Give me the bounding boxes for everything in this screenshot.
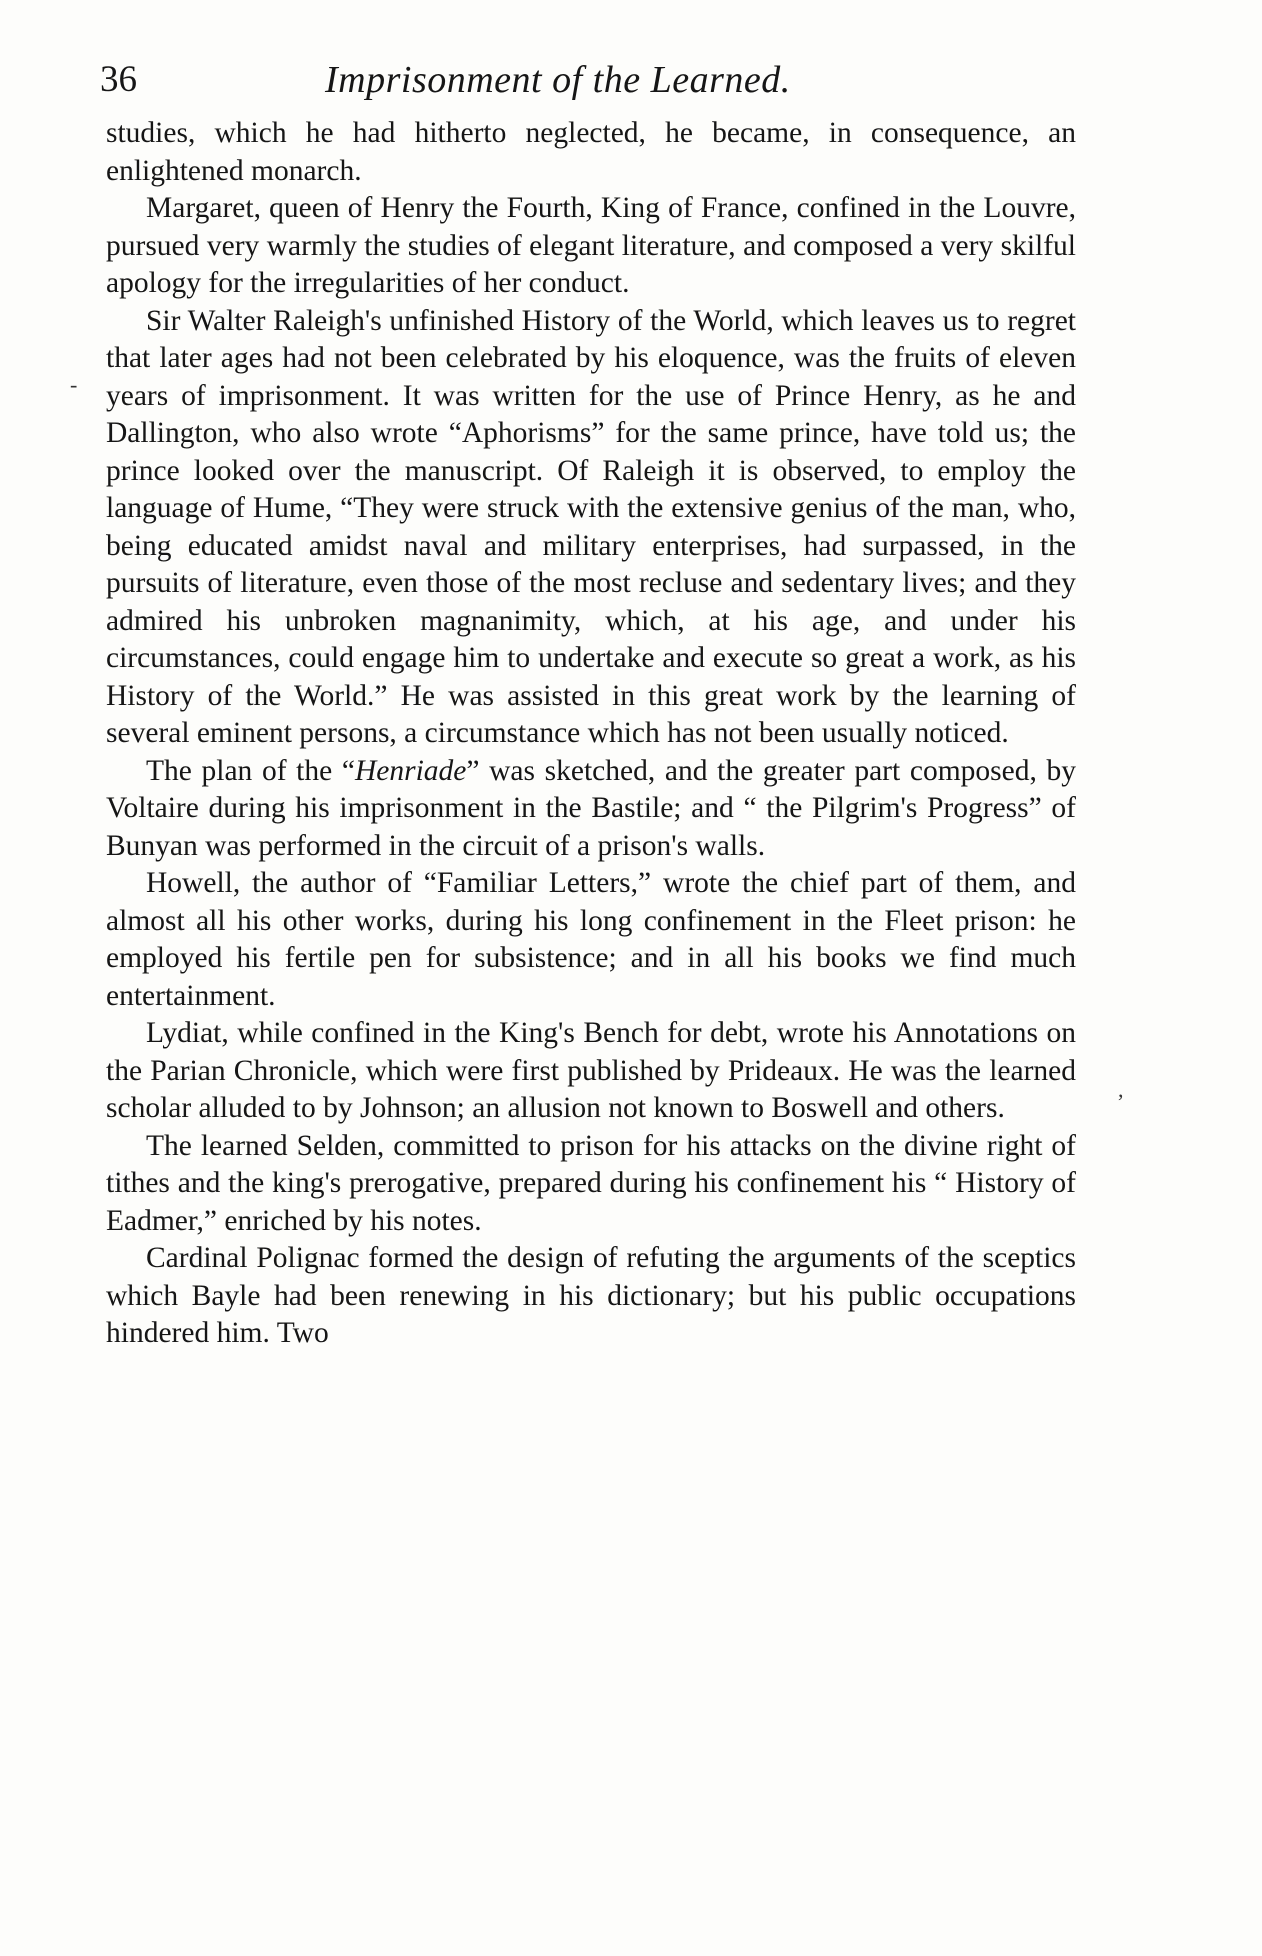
paragraph-4-lead: The plan of the “ xyxy=(146,754,355,787)
paragraph-8: Cardinal Polignac formed the design of refuting the arguments of the sceptics which Bayle had been renewing in his dictionary; but his public occupations hindered him. Two xyxy=(106,1242,1076,1349)
running-head xyxy=(100,58,1080,108)
margin-tick-mark: , xyxy=(1118,1077,1124,1102)
paragraph-6: Lydiat, while confined in the King's Bench for debt, wrote his Annotations on the Parian Chronicle, which were first published by Prideaux. He was the learned scholar alluded to by Johnson; an allusion not known to Boswell and others. xyxy=(106,1017,1076,1124)
running-title: Imprisonment of the Learned. xyxy=(325,59,791,101)
paragraph-7: The learned Selden, committed to prison for his attacks on the divine right of tithes and the king's prerogative, prepared during his confinement his “ History of Eadmer,” enriched by his notes. xyxy=(106,1129,1076,1237)
paragraph-5: Howell, the author of “Familiar Letters,” wrote the chief part of them, and almost all his other works, during his long confinement in the Fleet prison: he employed his fertile pen for subsistence; and in all his books we find much entertainment. xyxy=(106,867,1076,1012)
paragraph-4 xyxy=(106,753,1076,866)
paragraph-1: studies, which he had hitherto neglected, he became, in consequence, an enlightened monarch. xyxy=(106,117,1076,187)
margin-dash-mark: - xyxy=(70,372,78,397)
paragraph-4-rest: ” was sketched, and the greater part composed, by Voltaire during his imprisonment in the Bastile; and “ the Pilgrim's Progress” of Bunyan was performed in the circuit of a prison's walls. xyxy=(106,754,1076,862)
henriade-title: Henriade xyxy=(354,754,467,787)
page-number: 36 xyxy=(100,59,137,100)
paragraph-3: Sir Walter Raleigh's unfinished History of the World, which leaves us to regret that later ages had not been celebrated by his eloquence, was the fruits of eleven years of imprisonment. It was written for the use of Prince Henry, as he and Dallington, who also wrote “Aphorisms” for the same prince, have told us; the prince looked over the manuscript. Of Raleigh it is observed, to employ the language of Hume, “They were struck with the extensive genius of the man, who, being educated amidst naval and military enterprises, had surpassed, in the pursuits of literature, even those of the most recluse and sedentary lives; and they admired his unbroken magnanimity, which, at his age, and under his circumstances, could engage him to undertake and execute so great a work, as his History of the World.” He was assisted in this great work by the learning of several eminent persons, a circumstance which has not been usually noticed. xyxy=(106,304,1076,749)
paragraph-2: Margaret, queen of Henry the Fourth, King of France, confined in the Louvre, pursued very warmly the studies of elegant literature, and composed a very skilful apology for the irregularities of her conduct. xyxy=(106,192,1076,299)
body-text xyxy=(106,115,1076,1353)
